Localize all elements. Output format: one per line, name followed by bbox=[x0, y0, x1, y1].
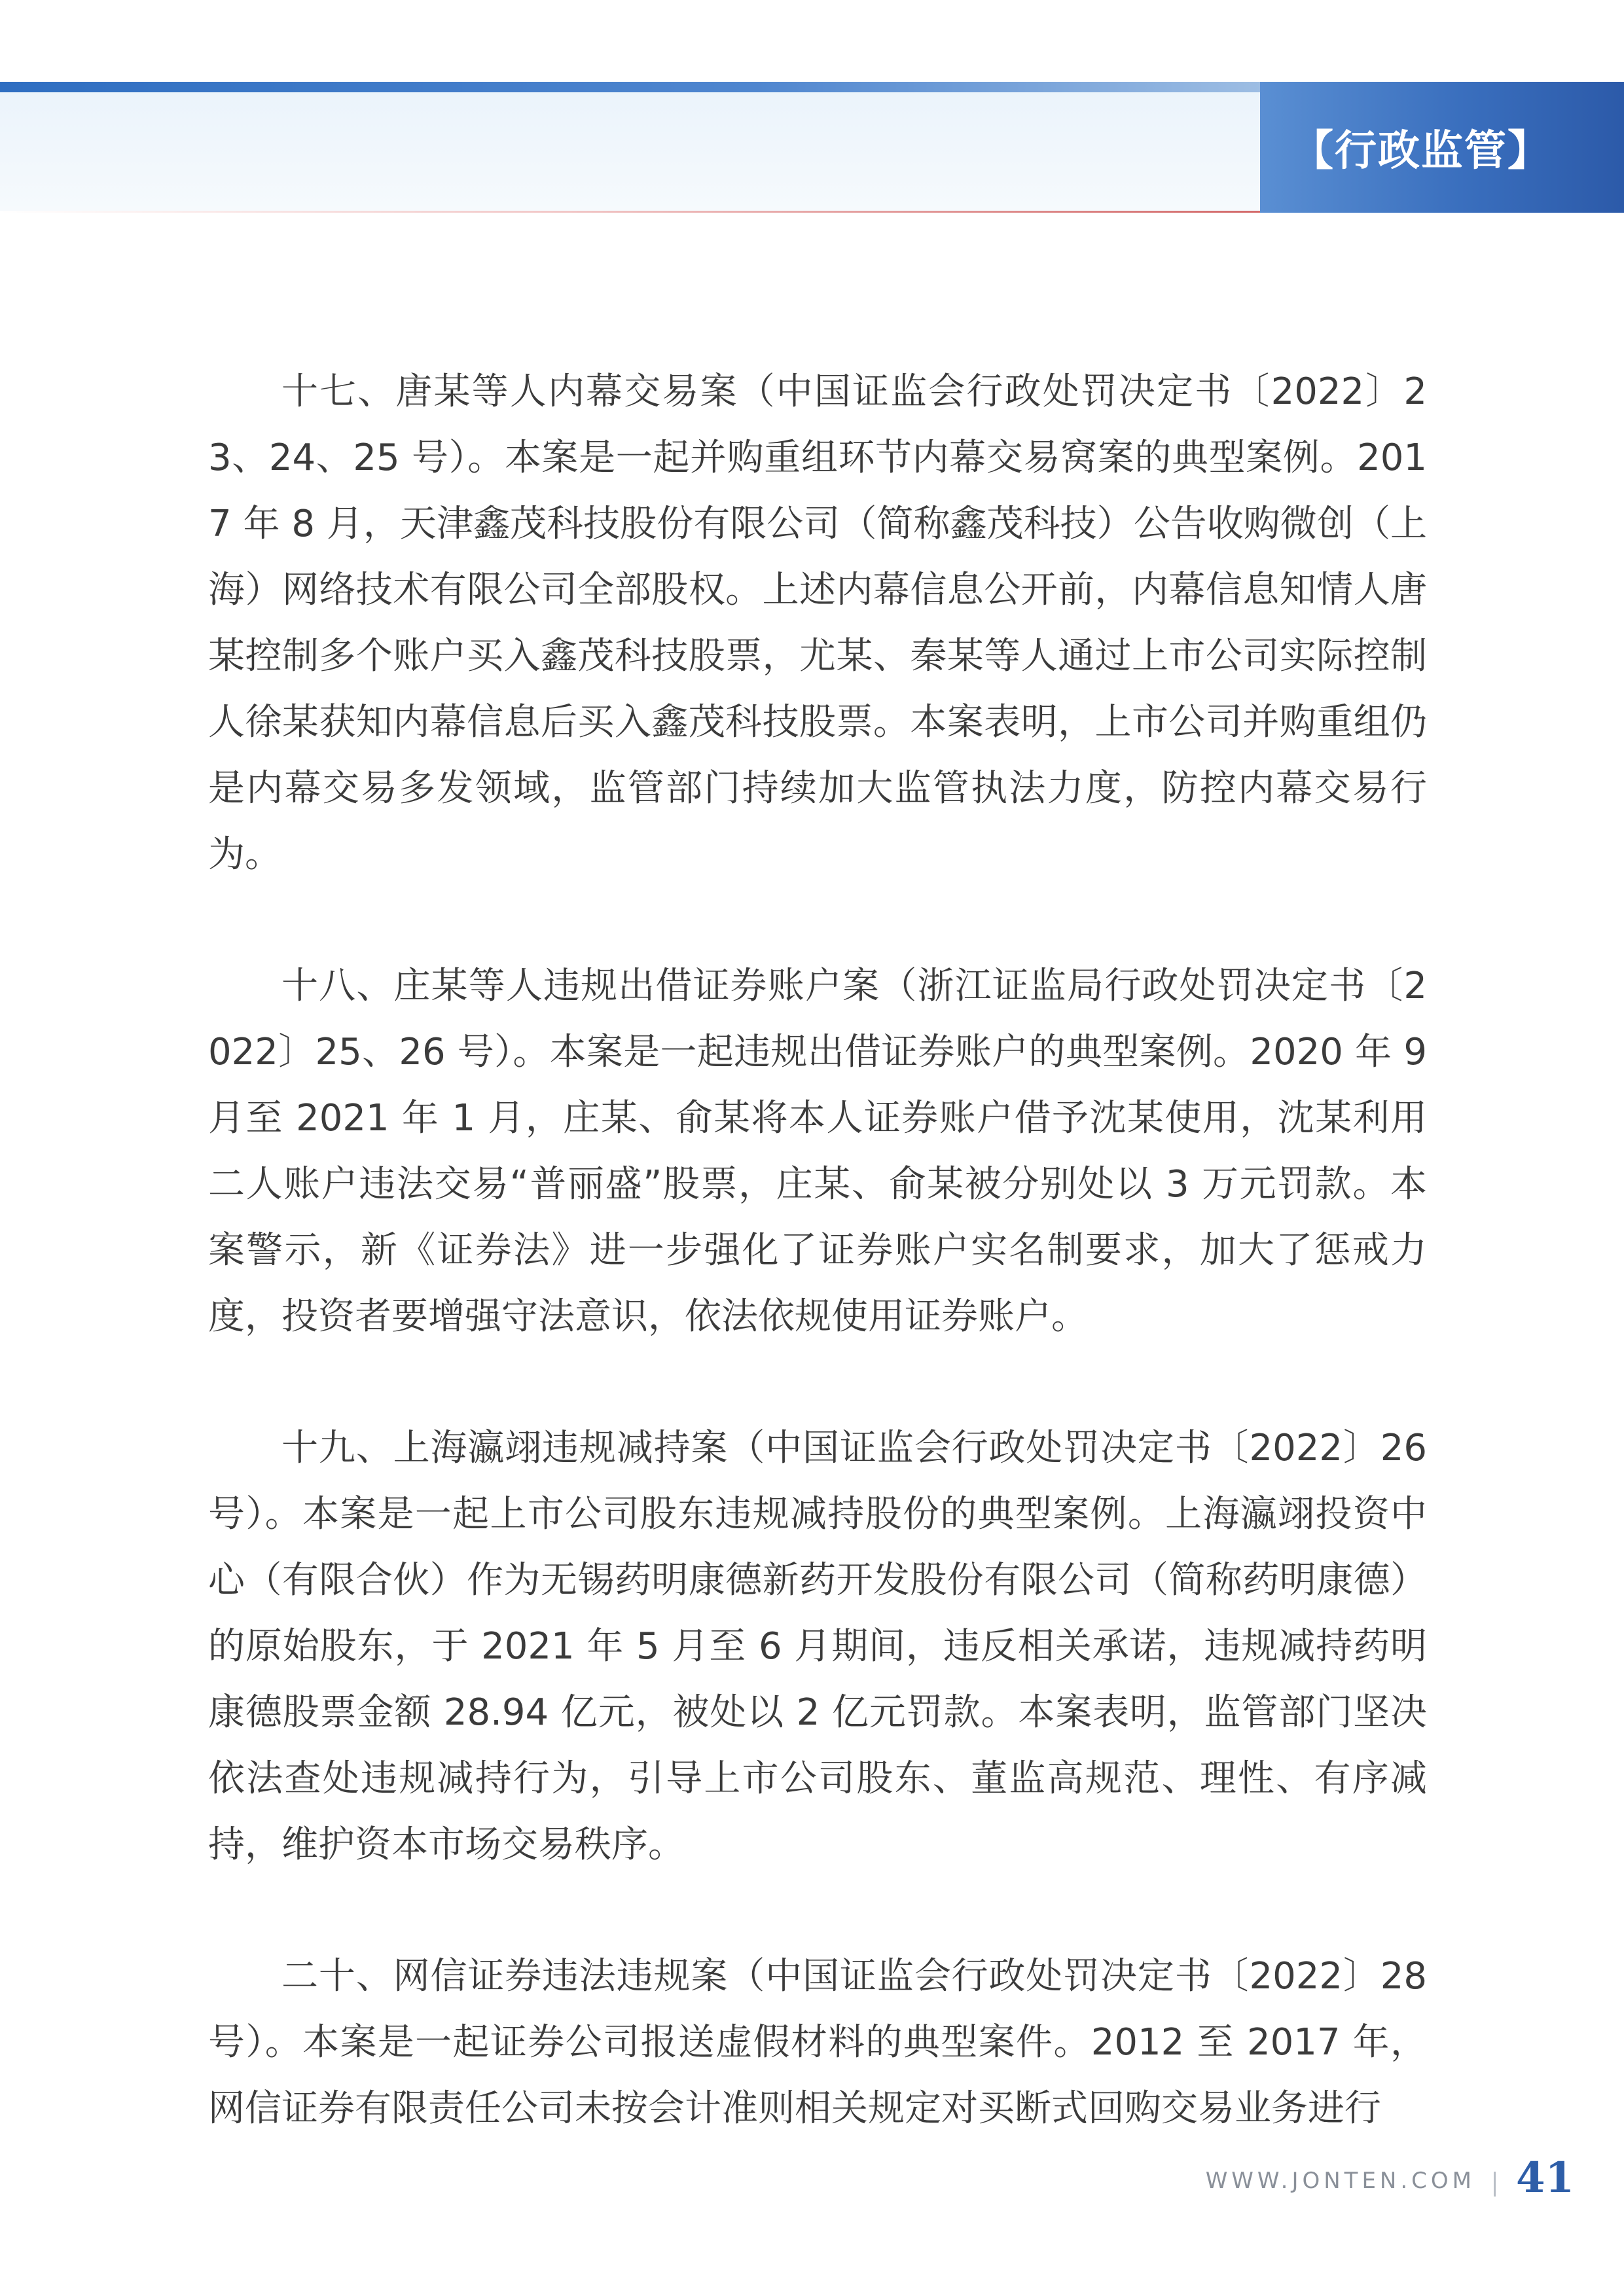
paragraph-case-18: 十八、庄某等人违规出借证券账户案（浙江证监局行政处罚决定书〔2022〕25、26 号）。本案是一起违规出借证券账户的典型案例。2020 年 9 月至 2021 年 1 月，庄某、俞某将本人证券账户借予沈某使用，沈某利用二人账户违法交易“普丽盛”股票，庄某、俞某被分别处以 3 万元罚款。本案警示，新《证券法》进一步强化了证券账户实名制要求，加大了惩戒力度，投资者要增强守法意识，依法依规使用证券账户。 bbox=[208, 965, 1427, 1338]
header-band bbox=[0, 82, 1260, 213]
paragraph-case-19: 十九、上海瀛翊违规减持案（中国证监会行政处罚决定书〔2022〕26 号）。本案是一起上市公司股东违规减持股份的典型案例。上海瀛翊投资中心（有限合伙）作为无锡药明康德新药开发股份有限公司（简称药明康德）的原始股东，于 2021 年 5 月至 6 月期间，违反相关承诺，违规减持药明康德股票金额 28.94 亿元，被处以 2 亿元罚款。本案表明，监管部门坚决依法查处违规减持行为，引导上市公司股东、董监高规范、理性、有序减持，维护资本市场交易秩序。 bbox=[208, 1427, 1427, 1866]
section-tag bbox=[1260, 82, 1624, 213]
footer-divider bbox=[1494, 2172, 1496, 2197]
section-tag-label: 【行政监管】 bbox=[1291, 127, 1551, 175]
page-number: 41 bbox=[1516, 2153, 1575, 2202]
footer-website: WWW.JONTEN.COM bbox=[1205, 2168, 1475, 2194]
paragraph-case-20: 二十、网信证券违法违规案（中国证监会行政处罚决定书〔2022〕28 号）。本案是一起证券公司报送虚假材料的典型案件。2012 至 2017 年，网信证券有限责任公司未按会计准则相关规定对买断式回购交易业务进行 bbox=[208, 1955, 1427, 2130]
article-body bbox=[208, 359, 1427, 2207]
header-top-rule bbox=[0, 82, 1260, 92]
header-bottom-rule bbox=[0, 211, 1260, 213]
paragraph-case-17: 十七、唐某等人内幕交易案（中国证监会行政处罚决定书〔2022〕23、24、25 号）。本案是一起并购重组环节内幕交易窝案的典型案例。2017 年 8 月，天津鑫茂科技股份有限公司（简称鑫茂科技）公告收购微创（上海）网络技术有限公司全部股权。上述内幕信息公开前，内幕信息知情人唐某控制多个账户买入鑫茂科技股票，尤某、秦某等人通过上市公司实际控制人徐某获知内幕信息后买入鑫茂科技股票。本案表明，上市公司并购重组仍是内幕交易多发领域，监管部门持续加大监管执法力度，防控内幕交易行为。 bbox=[208, 370, 1427, 876]
